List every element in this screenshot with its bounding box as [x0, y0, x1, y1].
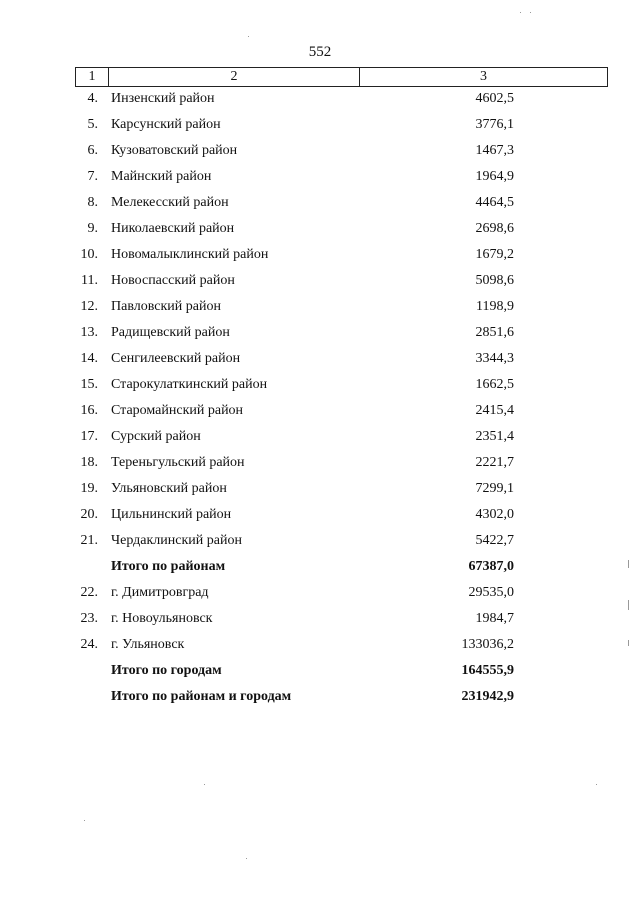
page-number: 552: [308, 44, 332, 60]
row-number: 9.: [87, 221, 98, 236]
row-name: Радищевский район: [111, 325, 230, 340]
row-name: Кузоватовский район: [111, 143, 238, 158]
row-value: 133036,2: [461, 637, 514, 652]
row-name: Майнский район: [111, 169, 212, 184]
table-row: [0, 582, 640, 608]
row-name: Инзенский район: [111, 91, 215, 106]
scan-speck: [204, 784, 205, 785]
row-number: 18.: [80, 455, 98, 470]
row-value: 3776,1: [475, 117, 514, 132]
scan-speck: [628, 560, 629, 568]
row-name: Итого по районам и городам: [111, 689, 292, 704]
row-value: 2698,6: [475, 221, 514, 236]
header-col-1: 1: [76, 68, 109, 86]
row-number: 15.: [80, 377, 98, 392]
table-row: [0, 88, 640, 114]
row-value: 29535,0: [468, 585, 514, 600]
table-row: [0, 322, 640, 348]
row-value: 4602,5: [475, 91, 514, 106]
row-name: Цильнинский район: [111, 507, 232, 522]
table-row: [0, 504, 640, 530]
row-number: 4.: [87, 91, 98, 106]
table-row: [0, 634, 640, 660]
row-name: Новоспасский район: [111, 273, 235, 288]
table-row: [0, 348, 640, 374]
row-name: г. Ульяновск: [111, 637, 185, 652]
total-row: [0, 556, 640, 582]
table-row: [0, 426, 640, 452]
scan-speck: [628, 600, 629, 610]
table-row: [0, 166, 640, 192]
table-row: [0, 478, 640, 504]
row-value: 231942,9: [461, 689, 514, 704]
total-row: [0, 660, 640, 686]
row-value: 1198,9: [476, 299, 514, 314]
total-row: [0, 686, 640, 712]
scan-speck: [628, 640, 629, 646]
row-name: Сурский район: [111, 429, 201, 444]
table-row: [0, 296, 640, 322]
table-row: [0, 218, 640, 244]
table-header: [75, 67, 608, 87]
table-row: [0, 400, 640, 426]
row-name: г. Димитровград: [111, 585, 209, 600]
row-number: 16.: [80, 403, 98, 418]
row-number: 10.: [80, 247, 98, 262]
table-row: [0, 192, 640, 218]
row-number: 13.: [80, 325, 98, 340]
row-number: 7.: [87, 169, 98, 184]
row-value: 5422,7: [475, 533, 514, 548]
table-row: [0, 374, 640, 400]
row-name: Старокулаткинский район: [111, 377, 268, 392]
row-value: 1467,3: [475, 143, 514, 158]
row-value: 3344,3: [475, 351, 514, 366]
table-body: [0, 88, 640, 712]
row-name: Мелекесский район: [111, 195, 229, 210]
header-col-2: 2: [109, 68, 360, 86]
row-value: 2351,4: [475, 429, 514, 444]
scan-speck: [248, 36, 249, 37]
row-value: 2851,6: [475, 325, 514, 340]
row-number: 24.: [80, 637, 98, 652]
row-value: 1662,5: [475, 377, 514, 392]
table-row: [0, 530, 640, 556]
row-number: 21.: [80, 533, 98, 548]
header-col-3: 3: [480, 69, 487, 84]
table-row: [0, 114, 640, 140]
row-number: 6.: [87, 143, 98, 158]
row-number: 22.: [80, 585, 98, 600]
row-name: Итого по районам: [111, 559, 226, 574]
row-number: 20.: [80, 507, 98, 522]
row-value: 5098,6: [475, 273, 514, 288]
scan-speck: [530, 12, 531, 13]
scan-speck: [520, 12, 521, 13]
scan-speck: [596, 784, 597, 785]
row-value: 1984,7: [475, 611, 514, 626]
scan-speck: [84, 820, 85, 821]
row-name: Тереньгульский район: [111, 455, 245, 470]
row-name: Николаевский район: [111, 221, 235, 236]
row-value: 2221,7: [475, 455, 514, 470]
row-name: Итого по городам: [111, 663, 222, 678]
row-name: г. Новоульяновск: [111, 611, 213, 626]
scan-speck: [246, 858, 247, 859]
table-row: [0, 608, 640, 634]
row-name: Карсунский район: [111, 117, 221, 132]
row-name: Сенгилеевский район: [111, 351, 241, 366]
row-number: 14.: [80, 351, 98, 366]
row-name: Новомалыклинский район: [111, 247, 269, 262]
table-row: [0, 270, 640, 296]
row-value: 1964,9: [475, 169, 514, 184]
row-number: 8.: [87, 195, 98, 210]
row-number: 17.: [80, 429, 98, 444]
row-name: Ульяновский район: [111, 481, 227, 496]
row-name: Павловский район: [111, 299, 221, 314]
row-value: 7299,1: [475, 481, 514, 496]
row-value: 2415,4: [475, 403, 514, 418]
row-value: 67387,0: [468, 559, 514, 574]
row-name: Чердаклинский район: [111, 533, 242, 548]
row-name: Старомайнский район: [111, 403, 244, 418]
row-value: 1679,2: [475, 247, 514, 262]
row-number: 5.: [87, 117, 98, 132]
row-value: 4302,0: [475, 507, 514, 522]
row-number: 12.: [80, 299, 98, 314]
row-number: 23.: [80, 611, 98, 626]
table-row: [0, 140, 640, 166]
row-value: 164555,9: [461, 663, 514, 678]
table-row: [0, 452, 640, 478]
row-number: 19.: [80, 481, 98, 496]
row-number: 11.: [81, 273, 98, 288]
row-value: 4464,5: [475, 195, 514, 210]
table-row: [0, 244, 640, 270]
